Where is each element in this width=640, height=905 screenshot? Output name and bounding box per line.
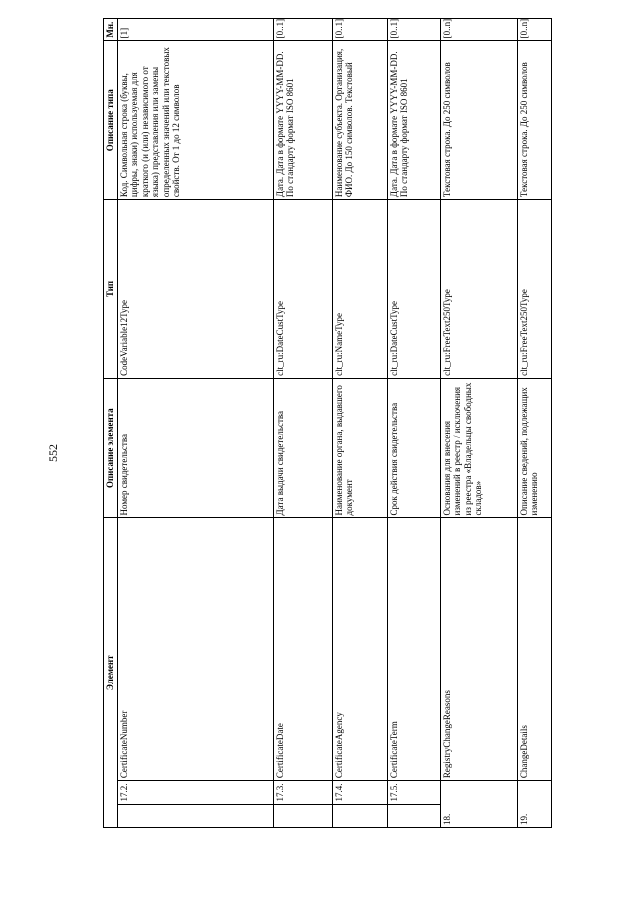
row-number: 18. — [440, 781, 517, 828]
element-name: CertificateDate — [273, 518, 332, 781]
table-row — [517, 19, 551, 828]
row-number: 17.5. — [387, 781, 440, 804]
type-name: clt_ru:FreeText250Type — [440, 200, 517, 379]
header-element-desc: Описание элемента — [104, 378, 118, 518]
element-name: CertificateNumber — [117, 518, 273, 781]
occurs: [0..1] — [332, 19, 387, 41]
element-name: CertificateTerm — [387, 518, 440, 781]
header-occurs: Мн. — [104, 19, 118, 41]
element-name: ChangeDetails — [517, 518, 551, 781]
type-desc: Текстовая строка. До 250 символов — [440, 41, 517, 200]
type-desc: Дата. Дата в формате YYYY-MM-DD. По стандарту формат ISO 8601 — [387, 41, 440, 200]
occurs: [1] — [117, 19, 273, 41]
header-element: Элемент — [104, 518, 118, 828]
row-number: 17.3. — [273, 781, 332, 804]
table-row — [440, 19, 517, 828]
row-number: 17.2. — [117, 781, 273, 804]
element-desc: Основания для внесения изменений в реестр / исключения из реестра «Владельцы свободных складов» — [440, 378, 517, 518]
table-row — [387, 19, 440, 828]
type-desc: Наименование субъекта. Организация, ФИО. До 150 символов. Текстовый — [332, 41, 387, 200]
header-type-desc: Описание типа — [104, 41, 118, 200]
table-header-row — [104, 19, 118, 828]
type-desc: Текстовая строка. До 250 символов — [517, 41, 551, 200]
type-name: CodeVariable12Type — [117, 200, 273, 379]
table-row — [273, 19, 332, 828]
occurs: [0..1] — [387, 19, 440, 41]
type-name: clt_ru:FreeText250Type — [517, 200, 551, 379]
type-desc: Код. Символьная строка (буквы, цифры, знаки) используемая для краткого (и (или) независимого от языка) представления или замены определенных значений или текстовых свойств. От 1 до 12 символов — [117, 41, 273, 200]
type-desc: Дата. Дата в формате YYYY-MM-DD. По стандарту формат ISO 8601 — [273, 41, 332, 200]
element-table — [103, 18, 552, 828]
table-row — [332, 19, 387, 828]
type-name: clt_ru:NameType — [332, 200, 387, 379]
rotated-table-wrapper — [103, 18, 560, 828]
indent-cell — [332, 804, 387, 827]
header-type: Тип — [104, 200, 118, 379]
element-name: RegistryChangeReasons — [440, 518, 517, 781]
indent-cell — [273, 804, 332, 827]
element-name: CertificateAgency — [332, 518, 387, 781]
occurs: [0..n] — [440, 19, 517, 41]
page-number: 552 — [46, 444, 60, 462]
element-desc: Номер свидетельства — [117, 378, 273, 518]
row-number: 19. — [517, 781, 551, 828]
type-name: clt_ru:DateCustType — [273, 200, 332, 379]
row-number: 17.4. — [332, 781, 387, 804]
element-desc: Наименование органа, выдавшего документ — [332, 378, 387, 518]
occurs: [0..n] — [517, 19, 551, 41]
element-desc: Дата выдачи свидетельства — [273, 378, 332, 518]
type-name: clt_ru:DateCustType — [387, 200, 440, 379]
indent-cell — [387, 804, 440, 827]
element-desc: Срок действия свидетельства — [387, 378, 440, 518]
table-row — [117, 19, 273, 828]
element-desc: Описание сведений, подлежащих изменению — [517, 378, 551, 518]
occurs: [0..1] — [273, 19, 332, 41]
indent-cell — [117, 804, 273, 827]
